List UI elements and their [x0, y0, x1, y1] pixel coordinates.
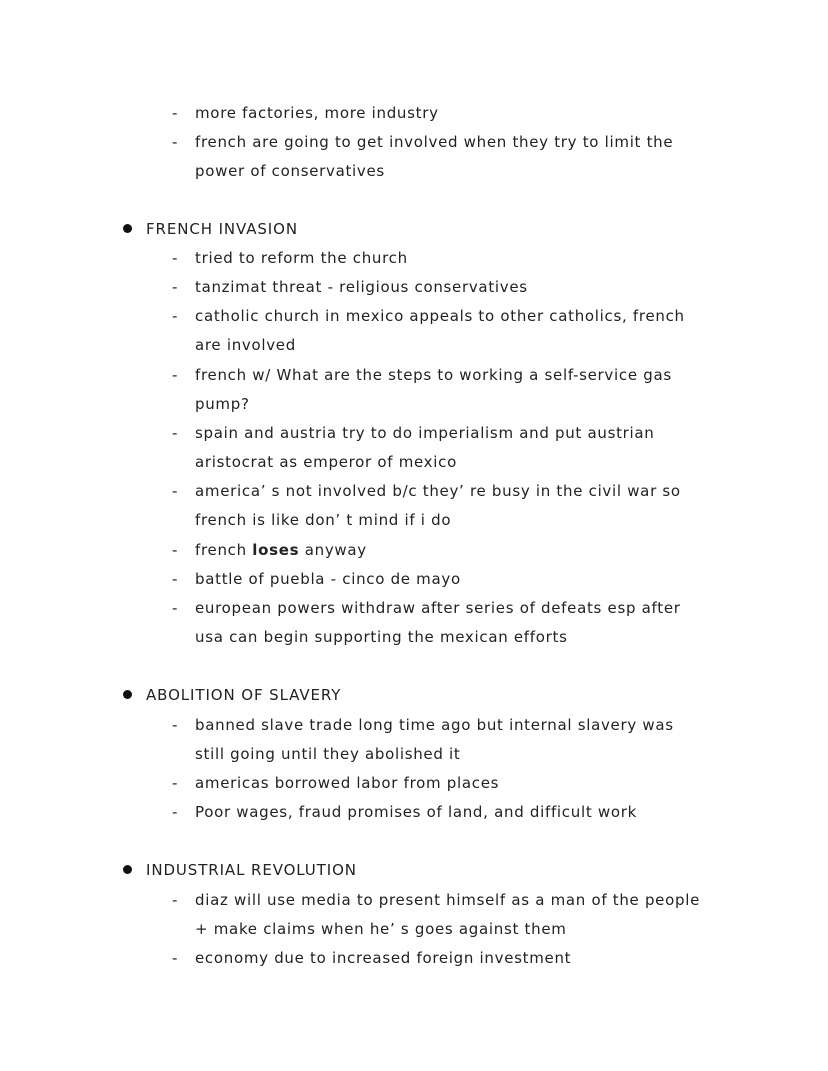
- list-item: french are going to get involved when they try to limit the: [195, 133, 674, 151]
- bullet-icon: [123, 865, 132, 874]
- list-item-continuation: usa can begin supporting the mexican efforts: [195, 628, 568, 646]
- dash-marker: -: [172, 133, 178, 151]
- bullet-icon: [123, 224, 132, 233]
- list-item: Poor wages, fraud promises of land, and difficult work: [195, 803, 637, 821]
- emphasized-text: loses: [252, 541, 300, 559]
- list-item: americas borrowed labor from places: [195, 774, 500, 792]
- list-item: diaz will use media to present himself as a man of the people: [195, 891, 700, 909]
- list-item-continuation: power of conservatives: [195, 162, 385, 180]
- list-item: catholic church in mexico appeals to other catholics, french: [195, 307, 685, 325]
- list-item: spain and austria try to do imperialism and put austrian: [195, 424, 655, 442]
- dash-marker: -: [172, 278, 178, 296]
- list-item-continuation: are involved: [195, 336, 296, 354]
- list-item: [195, 540, 367, 560]
- section-heading: ABOLITION OF SLAVERY: [146, 686, 342, 704]
- dash-marker: -: [172, 307, 178, 325]
- dash-marker: -: [172, 774, 178, 792]
- dash-marker: -: [172, 599, 178, 617]
- dash-marker: -: [172, 482, 178, 500]
- dash-marker: -: [172, 249, 178, 267]
- section-heading: FRENCH INVASION: [146, 220, 298, 238]
- dash-marker: -: [172, 366, 178, 384]
- list-item: tried to reform the church: [195, 249, 408, 267]
- dash-marker: -: [172, 803, 178, 821]
- section-heading: INDUSTRIAL REVOLUTION: [146, 861, 357, 879]
- list-item: more factories, more industry: [195, 104, 439, 122]
- list-item: french w/ What are the steps to working a self-service gas: [195, 366, 672, 384]
- dash-marker: -: [172, 424, 178, 442]
- list-item: european powers withdraw after series of defeats esp after: [195, 599, 681, 617]
- bullet-icon: [123, 690, 132, 699]
- dash-marker: -: [172, 949, 178, 967]
- list-item-continuation: + make claims when he’ s goes against them: [195, 920, 567, 938]
- dash-marker: -: [172, 104, 178, 122]
- dash-marker: -: [172, 891, 178, 909]
- list-item-continuation: still going until they abolished it: [195, 745, 461, 763]
- list-item: banned slave trade long time ago but internal slavery was: [195, 716, 674, 734]
- list-item: america’ s not involved b/c they’ re busy in the civil war so: [195, 482, 681, 500]
- dash-marker: -: [172, 541, 178, 559]
- list-item: tanzimat threat - religious conservatives: [195, 278, 528, 296]
- dash-marker: -: [172, 570, 178, 588]
- list-item: battle of puebla - cinco de mayo: [195, 570, 461, 588]
- item-text: anyway: [304, 541, 367, 559]
- list-item-continuation: french is like don’ t mind if i do: [195, 511, 452, 529]
- item-text: french: [195, 541, 247, 559]
- list-item: economy due to increased foreign investment: [195, 949, 572, 967]
- list-item-continuation: pump?: [195, 395, 250, 413]
- list-item-continuation: aristocrat as emperor of mexico: [195, 453, 457, 471]
- dash-marker: -: [172, 716, 178, 734]
